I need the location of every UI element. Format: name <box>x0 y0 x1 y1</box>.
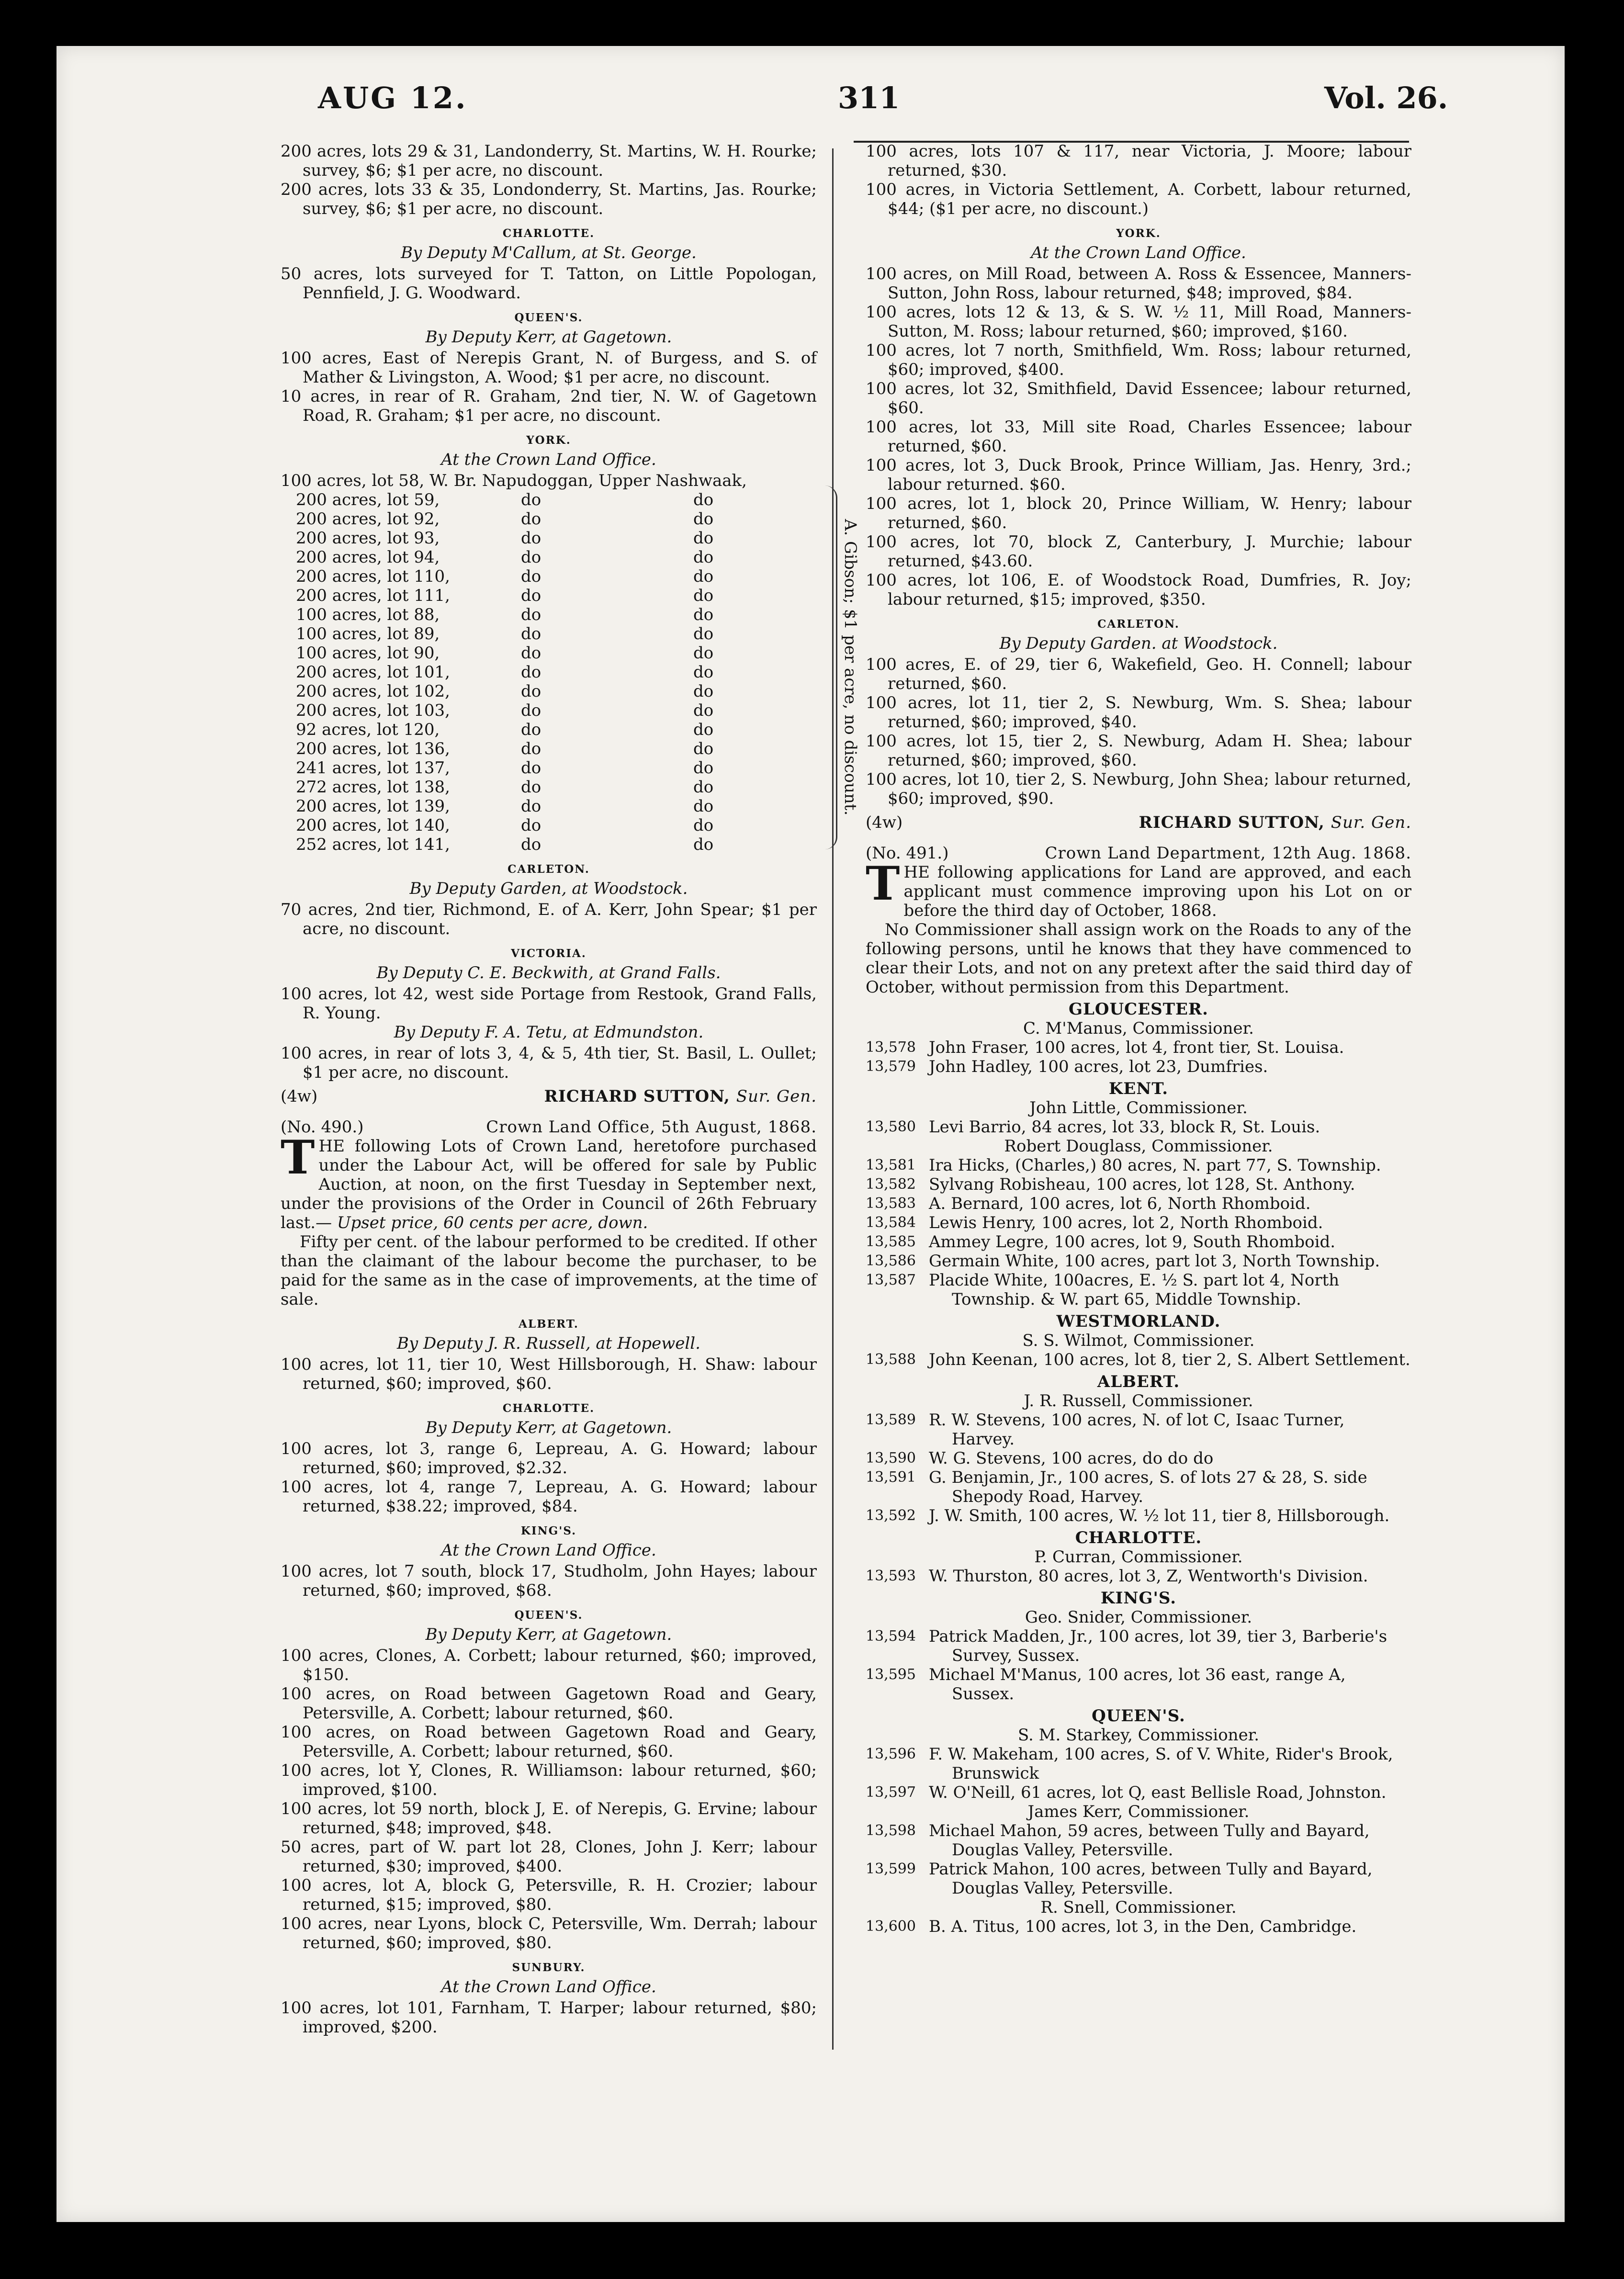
application-row <box>866 1917 1411 1936</box>
county-heading: KING'S. <box>1100 1589 1177 1608</box>
notice-text: HE following applications for Land are approved, and each applicant must commence improving upon his Lot on or before the third day of October, 1868. <box>903 863 1411 920</box>
header-page-number: 311 <box>838 80 900 115</box>
application-number: 13,585 <box>866 1233 916 1250</box>
entry: 100 acres, lots 107 & 117, near Victoria, J. Moore; labour returned, $30. <box>866 142 1411 180</box>
entry: 100 acres, lot 3, range 6, Lepreau, A. G. Howard; labour returned, $60; improved, $2.32. <box>281 1439 817 1478</box>
application-number: 13,595 <box>866 1666 916 1683</box>
entry: 100 acres, lot 4, range 7, Lepreau, A. G. Howard; labour returned, $38.22; improved, $84. <box>281 1478 817 1516</box>
entry: 100 acres, on Road between Gagetown Road and Geary, Petersville, A. Corbett; labour returned, $60. <box>281 1723 817 1761</box>
entry: 10 acres, in rear of R. Graham, 2nd tier, N. W. of Gagetown Road, R. Graham; $1 per acre, no discount. <box>281 387 817 425</box>
lot-row <box>281 643 817 663</box>
lot-description: 100 acres, lot 88, <box>296 605 440 624</box>
application-text: W. Thurston, 80 acres, lot 3, Z, Wentworth's Division. <box>929 1567 1368 1586</box>
entry: 70 acres, 2nd tier, Richmond, E. of A. Kerr, John Spear; $1 per acre, no discount. <box>281 900 817 938</box>
county-heading: CHARLOTTE. <box>502 1402 595 1415</box>
lot-description: 200 acres, lot 136, <box>296 739 450 758</box>
application-row <box>866 1627 1411 1665</box>
ditto-mark: do <box>521 567 541 586</box>
notice-upset-price: Upset price, 60 cents per acre, down. <box>337 1213 648 1232</box>
application-text: F. W. Makeham, 100 acres, S. of V. White, Rider's Brook, Brunswick <box>929 1745 1393 1783</box>
york-lot-table <box>281 471 860 854</box>
deputy-line: By Deputy Garden. at Woodstock. <box>999 634 1278 653</box>
lot-description: 200 acres, lot 103, <box>296 701 450 720</box>
county-heading: WESTMORLAND. <box>1056 1312 1221 1331</box>
application-text: Ammey Legre, 100 acres, lot 9, South Rhomboid. <box>929 1232 1336 1252</box>
ditto-mark: do <box>693 548 714 567</box>
application-row <box>866 1232 1411 1252</box>
application-number: 13,586 <box>866 1252 916 1269</box>
ditto-mark: do <box>521 586 541 605</box>
header-volume: Vol. 26. <box>1324 80 1448 115</box>
lot-description: 272 acres, lot 138, <box>296 778 450 797</box>
ditto-mark: do <box>693 567 714 586</box>
application-text: Germain White, 100 acres, part lot 3, North Township. <box>929 1252 1380 1271</box>
commissioner-line: James Kerr, Commissioner. <box>1027 1802 1250 1821</box>
application-row <box>866 1449 1411 1468</box>
county-heading: YORK. <box>1116 227 1161 240</box>
entry: 100 acres, Clones, A. Corbett; labour returned, $60; improved, $150. <box>281 1646 817 1684</box>
application-text: Michael M'Manus, 100 acres, lot 36 east, range A, Sussex. <box>929 1665 1346 1704</box>
county-heading: ALBERT. <box>519 1318 579 1331</box>
application-text: W. G. Stevens, 100 acres, do do do <box>929 1449 1214 1468</box>
application-number: 13,590 <box>866 1450 916 1467</box>
entry: 200 acres, lots 33 & 35, Londonderry, St. Martins, Jas. Rourke; survey, $6; $1 per acre, no discount. <box>281 180 817 218</box>
application-number: 13,598 <box>866 1822 916 1839</box>
drop-cap: T <box>866 857 900 911</box>
lot-row <box>281 490 817 509</box>
lot-description: 200 acres, lot 93, <box>296 529 440 548</box>
application-text: John Keenan, 100 acres, lot 8, tier 2, S. Albert Settlement. <box>929 1350 1410 1369</box>
lot-row <box>281 835 817 854</box>
application-row <box>866 1156 1411 1175</box>
application-number: 13,583 <box>866 1195 916 1212</box>
application-text: Michael Mahon, 59 acres, between Tully and Bayard, Douglas Valley, Petersville. <box>929 1821 1370 1860</box>
application-number: 13,589 <box>866 1411 916 1428</box>
lot-description: 100 acres, lot 89, <box>296 624 440 643</box>
application-number: 13,593 <box>866 1568 916 1584</box>
entry: 100 acres, lot 106, E. of Woodstock Road, Dumfries, R. Joy; labour returned, $15; improved, $350. <box>866 571 1411 609</box>
county-heading: CHARLOTTE. <box>502 227 595 240</box>
lot-description: 200 acres, lot 102, <box>296 682 450 701</box>
lot-description: 200 acres, lot 140, <box>296 816 450 835</box>
header-date: AUG 12. <box>318 80 468 115</box>
entry: 100 acres, lot 58, W. Br. Napudoggan, Upper Nashwaak, <box>281 471 747 490</box>
application-number: 13,584 <box>866 1214 916 1231</box>
deputy-line: At the Crown Land Office. <box>441 1541 656 1560</box>
ditto-mark: do <box>693 509 714 529</box>
application-text: J. W. Smith, 100 acres, W. ½ lot 11, tier 8, Hillsborough. <box>929 1506 1390 1525</box>
entry: 100 acres, on Road between Gagetown Road and Geary, Petersville, A. Corbett; labour returned, $60. <box>281 1684 817 1723</box>
application-row <box>866 1175 1411 1194</box>
deputy-line: By Deputy Kerr, at Gagetown. <box>425 1418 672 1437</box>
application-row <box>866 1057 1411 1076</box>
entry: 100 acres, in rear of lots 3, 4, & 5, 4th tier, St. Basil, L. Oullet; $1 per acre, no discount. <box>281 1044 817 1082</box>
application-number: 13,587 <box>866 1272 916 1288</box>
lot-description: 200 acres, lot 111, <box>296 586 450 605</box>
ditto-mark: do <box>693 624 714 643</box>
ditto-mark: do <box>693 739 714 758</box>
lot-description: 92 acres, lot 120, <box>296 720 440 739</box>
ditto-mark: do <box>693 720 714 739</box>
ditto-mark: do <box>521 758 541 778</box>
application-text: Patrick Mahon, 100 acres, between Tully and Bayard, Douglas Valley, Petersville. <box>929 1860 1373 1898</box>
entry: 200 acres, lots 29 & 31, Landonderry, St. Martins, W. H. Rourke; survey, $6; $1 per acre, no discount. <box>281 142 817 180</box>
commissioner-line: R. Snell, Commissioner. <box>1040 1898 1237 1917</box>
application-number: 13,579 <box>866 1058 916 1075</box>
lot-row <box>281 605 817 624</box>
application-number: 13,588 <box>866 1351 916 1368</box>
application-text: Ira Hicks, (Charles,) 80 acres, N. part 77, S. Township. <box>929 1156 1381 1175</box>
county-heading: QUEEN'S. <box>514 1609 583 1622</box>
application-row <box>866 1271 1411 1309</box>
entry: 100 acres, lot Y, Clones, R. Williamson: labour returned, $60; improved, $100. <box>281 1761 817 1799</box>
deputy-line: By Deputy F. A. Tetu, at Edmundston. <box>394 1023 704 1042</box>
entry: 50 acres, lots surveyed for T. Tatton, on Little Popologan, Pennfield, J. G. Woodward. <box>281 264 817 303</box>
lot-row <box>281 778 817 797</box>
entry: 100 acres, lot 7 north, Smithfield, Wm. Ross; labour returned, $60; improved, $400. <box>866 341 1411 379</box>
lot-row <box>281 720 817 739</box>
lot-description: 200 acres, lot 110, <box>296 567 450 586</box>
ditto-mark: do <box>521 739 541 758</box>
ditto-mark: do <box>521 720 541 739</box>
application-number: 13,578 <box>866 1039 916 1056</box>
entry: 100 acres, lot 33, Mill site Road, Charles Essencee; labour returned, $60. <box>866 417 1411 456</box>
ditto-mark: do <box>521 778 541 797</box>
deputy-line: By Deputy J. R. Russell, at Hopewell. <box>397 1334 700 1353</box>
ditto-mark: do <box>521 509 541 529</box>
notice-header <box>866 844 1411 863</box>
ditto-mark: do <box>693 490 714 509</box>
commissioner-line: S. S. Wilmot, Commissioner. <box>1022 1331 1255 1350</box>
notice-paragraph: No Commissioner shall assign work on the Roads to any of the following persons, until he knows that they have commenced to clear their Lots, and not on any pretext after the said third day of October, without permission from this Department. <box>866 920 1411 997</box>
left-column <box>281 142 860 2037</box>
lot-description: 200 acres, lot 94, <box>296 548 440 567</box>
entry: 100 acres, East of Nerepis Grant, N. of Burgess, and S. of Mather & Livingston, A. Wood; $1 per acre, no discount. <box>281 349 817 387</box>
ditto-mark: do <box>521 701 541 720</box>
right-column <box>866 142 1411 1936</box>
deputy-line: By Deputy Kerr, at Gagetown. <box>425 327 672 347</box>
application-row <box>866 1860 1411 1898</box>
commissioner-line: J. R. Russell, Commissioner. <box>1024 1391 1253 1410</box>
lot-row <box>281 739 817 758</box>
deputy-line: At the Crown Land Office. <box>441 1977 656 1997</box>
application-text: W. O'Neill, 61 acres, lot Q, east Bellisle Road, Johnston. <box>929 1783 1387 1802</box>
drop-cap: T <box>281 1130 315 1185</box>
entry: 100 acres, lot 3, Duck Brook, Prince William, Jas. Henry, 3rd.; labour returned. $60. <box>866 456 1411 494</box>
notice-paragraph <box>281 1130 817 1232</box>
lot-description: 241 acres, lot 137, <box>296 758 450 778</box>
application-number: 13,597 <box>866 1784 916 1801</box>
application-row <box>866 1194 1411 1213</box>
application-number: 13,592 <box>866 1507 916 1524</box>
application-text: A. Bernard, 100 acres, lot 6, North Rhomboid. <box>929 1194 1311 1213</box>
application-row <box>866 1506 1411 1525</box>
application-text: Placide White, 100acres, E. ½ S. part lot 4, North Township. & W. part 65, Middle Township. <box>929 1271 1340 1309</box>
entry: 100 acres, in Victoria Settlement, A. Corbett, labour returned, $44; ($1 per acre, no discount.) <box>866 180 1411 218</box>
application-text: Patrick Madden, Jr., 100 acres, lot 39, tier 3, Barberie's Survey, Sussex. <box>929 1627 1387 1665</box>
commissioner-line: John Little, Commissioner. <box>1029 1098 1248 1117</box>
ditto-mark: do <box>693 835 714 854</box>
ditto-mark: do <box>693 758 714 778</box>
notice-paragraph <box>866 857 1411 920</box>
application-row <box>866 1821 1411 1860</box>
entry: 100 acres, on Mill Road, between A. Ross & Essencee, Manners-Sutton, John Ross, labour returned, $48; improved, $84. <box>866 264 1411 303</box>
application-number: 13,591 <box>866 1469 916 1486</box>
application-number: 13,596 <box>866 1746 916 1762</box>
ditto-mark: do <box>693 778 714 797</box>
notice-header <box>281 1117 817 1137</box>
ditto-mark: do <box>693 663 714 682</box>
notice-text: HE following Lots of Crown Land, heretofore purchased under the Labour Act, will be offered for sale by Public Auction, at noon, on the first Tuesday in September next, under the provisions of the Order in Council of 26th February last.— <box>281 1137 817 1232</box>
deputy-line: By Deputy C. E. Beckwith, at Grand Falls. <box>376 963 721 982</box>
lot-row <box>281 701 817 720</box>
county-heading: QUEEN'S. <box>514 311 583 324</box>
notice-number: (No. 490.) <box>281 1117 364 1137</box>
signature <box>544 1087 817 1106</box>
lot-description: 200 acres, lot 59, <box>296 490 440 509</box>
application-text: John Fraser, 100 acres, lot 4, front tier, St. Louisa. <box>929 1038 1344 1057</box>
notice-department: Crown Land Department, 12th Aug. 1868. <box>1045 844 1411 863</box>
lot-row <box>281 624 817 643</box>
entry: 100 acres, lot 70, block Z, Canterbury, J. Murchie; labour returned, $43.60. <box>866 532 1411 571</box>
commissioner-line: P. Curran, Commissioner. <box>1034 1547 1243 1567</box>
column-divider <box>832 148 834 2050</box>
application-number: 13,599 <box>866 1861 916 1877</box>
ditto-mark: do <box>693 586 714 605</box>
lot-description: 200 acres, lot 139, <box>296 797 450 816</box>
lot-row <box>281 509 817 529</box>
county-heading: KING'S. <box>520 1524 577 1537</box>
application-row <box>866 1213 1411 1232</box>
county-heading: YORK. <box>526 434 571 447</box>
application-text: R. W. Stevens, 100 acres, N. of lot C, Isaac Turner, Harvey. <box>929 1410 1345 1449</box>
notice-paragraph: Fifty per cent. of the labour performed to be credited. If other than the claimant of the labour become the purchaser, to be paid for the same as in the case of improvements, at the time of sale. <box>281 1232 817 1309</box>
ditto-mark: do <box>693 682 714 701</box>
ditto-mark: do <box>521 529 541 548</box>
application-number: 13,581 <box>866 1157 916 1173</box>
entry: 100 acres, lot 32, Smithfield, David Essencee; labour returned, $60. <box>866 379 1411 417</box>
entry: 100 acres, lots 12 & 13, & S. W. ½ 11, Mill Road, Manners-Sutton, M. Ross; labour returned, $60; improved, $160. <box>866 303 1411 341</box>
ditto-mark: do <box>693 605 714 624</box>
insertion-code: (4w) <box>281 1087 318 1106</box>
application-number: 13,600 <box>866 1918 916 1935</box>
application-row <box>866 1117 1411 1137</box>
entry: 100 acres, lot 42, west side Portage from Restook, Grand Falls, R. Young. <box>281 984 817 1023</box>
entry: 100 acres, lot 101, Farnham, T. Harper; labour returned, $80; improved, $200. <box>281 1998 817 2037</box>
county-heading: QUEEN'S. <box>1092 1706 1185 1726</box>
lot-row <box>281 586 817 605</box>
ditto-mark: do <box>521 663 541 682</box>
county-heading: CARLETON. <box>1097 618 1180 631</box>
york-lot-rows <box>281 490 817 854</box>
entry: 100 acres, lot 15, tier 2, S. Newburg, Adam H. Shea; labour returned, $60; improved, $60. <box>866 732 1411 770</box>
application-number: 13,594 <box>866 1628 916 1645</box>
signature-title: Sur. Gen. <box>1331 813 1411 832</box>
insertion-code: (4w) <box>866 813 903 832</box>
deputy-line: By Deputy Garden, at Woodstock. <box>409 879 688 898</box>
lot-row <box>281 548 817 567</box>
entry: 100 acres, lot 11, tier 2, S. Newburg, Wm. S. Shea; labour returned, $60; improved, $40. <box>866 693 1411 732</box>
notice-department: Crown Land Office, 5th August, 1868. <box>486 1117 817 1137</box>
county-heading: CHARLOTTE. <box>1075 1528 1202 1547</box>
signature-row <box>866 813 1411 832</box>
lot-row <box>281 797 817 816</box>
deputy-line: At the Crown Land Office. <box>441 450 656 469</box>
application-text: Sylvang Robisheau, 100 acres, lot 128, St. Anthony. <box>929 1175 1355 1194</box>
county-heading: GLOUCESTER. <box>1068 1000 1209 1019</box>
ditto-mark: do <box>521 643 541 663</box>
ditto-mark: do <box>521 605 541 624</box>
application-row <box>866 1567 1411 1586</box>
application-row <box>866 1665 1411 1704</box>
application-row <box>866 1745 1411 1783</box>
lot-description: 200 acres, lot 101, <box>296 663 450 682</box>
application-number: 13,582 <box>866 1176 916 1193</box>
ditto-mark: do <box>521 490 541 509</box>
notice-number: (No. 491.) <box>866 844 949 863</box>
commissioner-line: Geo. Snider, Commissioner. <box>1025 1608 1252 1627</box>
application-row <box>866 1468 1411 1506</box>
application-row <box>866 1783 1411 1802</box>
signature-name: RICHARD SUTTON, <box>1139 813 1325 832</box>
ditto-mark: do <box>521 624 541 643</box>
entry: 100 acres, lot A, block G, Petersville, R. H. Crozier; labour returned, $15; improved, $80. <box>281 1876 817 1914</box>
application-row <box>866 1038 1411 1057</box>
entry: 100 acres, lot 10, tier 2, S. Newburg, John Shea; labour returned, $60; improved, $90. <box>866 770 1411 808</box>
applications-list <box>866 1000 1411 1936</box>
lot-row <box>281 567 817 586</box>
signature-name: RICHARD SUTTON, <box>544 1087 730 1106</box>
signature-row <box>281 1087 817 1106</box>
application-text: B. A. Titus, 100 acres, lot 3, in the Den, Cambridge. <box>929 1917 1357 1936</box>
ditto-mark: do <box>693 701 714 720</box>
application-text: Levi Barrio, 84 acres, lot 33, block R, St. Louis. <box>929 1117 1320 1137</box>
entry: 100 acres, lot 1, block 20, Prince William, W. Henry; labour returned, $60. <box>866 494 1411 532</box>
deputy-line: At the Crown Land Office. <box>1031 243 1246 262</box>
entry: 100 acres, near Lyons, block C, Petersville, Wm. Derrah; labour returned, $60; improved, $80. <box>281 1914 817 1952</box>
lot-row <box>281 529 817 548</box>
ditto-mark: do <box>693 643 714 663</box>
ditto-mark: do <box>693 816 714 835</box>
lot-description: 200 acres, lot 92, <box>296 509 440 529</box>
county-heading: KENT. <box>1108 1079 1169 1098</box>
application-row <box>866 1252 1411 1271</box>
application-text: Lewis Henry, 100 acres, lot 2, North Rhomboid. <box>929 1213 1323 1232</box>
application-row <box>866 1410 1411 1449</box>
signature <box>1139 813 1411 832</box>
lot-row <box>281 816 817 835</box>
ditto-mark: do <box>521 816 541 835</box>
application-text: John Hadley, 100 acres, lot 23, Dumfries. <box>929 1057 1268 1076</box>
county-heading: VICTORIA. <box>511 947 586 960</box>
deputy-line: By Deputy Kerr, at Gagetown. <box>425 1625 672 1644</box>
ditto-mark: do <box>521 682 541 701</box>
deputy-line: By Deputy M'Callum, at St. George. <box>401 243 697 262</box>
entry: 100 acres, lot 11, tier 10, West Hillsborough, H. Shaw: labour returned, $60; improved, $60. <box>281 1355 817 1393</box>
ditto-mark: do <box>693 797 714 816</box>
county-heading: CARLETON. <box>508 863 590 876</box>
commissioner-line: S. M. Starkey, Commissioner. <box>1017 1726 1260 1745</box>
application-row <box>866 1350 1411 1369</box>
ditto-mark: do <box>521 548 541 567</box>
commissioner-line: Robert Douglass, Commissioner. <box>1004 1137 1273 1156</box>
commissioner-line: C. M'Manus, Commissioner. <box>1023 1019 1254 1038</box>
lot-description: 100 acres, lot 90, <box>296 643 440 663</box>
entry: 50 acres, part of W. part lot 28, Clones, John J. Kerr; labour returned, $30; improved, $400. <box>281 1838 817 1876</box>
lot-row <box>281 682 817 701</box>
entry: 100 acres, E. of 29, tier 6, Wakefield, Geo. H. Connell; labour returned, $60. <box>866 655 1411 693</box>
county-heading: ALBERT. <box>1097 1372 1180 1391</box>
county-heading: SUNBURY. <box>512 1961 586 1974</box>
application-text: G. Benjamin, Jr., 100 acres, S. of lots 27 & 28, S. side Shepody Road, Harvey. <box>929 1468 1367 1506</box>
lot-row <box>281 758 817 778</box>
gazette-page <box>56 46 1565 2222</box>
lot-row <box>281 663 817 682</box>
ditto-mark: do <box>693 529 714 548</box>
brace-note: A. Gibson; $1 per acre, no discount. <box>841 519 860 816</box>
application-number: 13,580 <box>866 1118 916 1135</box>
ditto-mark: do <box>521 797 541 816</box>
signature-title: Sur. Gen. <box>736 1087 817 1106</box>
ditto-mark: do <box>521 835 541 854</box>
lot-description: 252 acres, lot 141, <box>296 835 450 854</box>
entry: 100 acres, lot 7 south, block 17, Studholm, John Hayes; labour returned, $60; improved, $68. <box>281 1562 817 1600</box>
entry: 100 acres, lot 59 north, block J, E. of Nerepis, G. Ervine; labour returned, $48; improved, $48. <box>281 1799 817 1838</box>
